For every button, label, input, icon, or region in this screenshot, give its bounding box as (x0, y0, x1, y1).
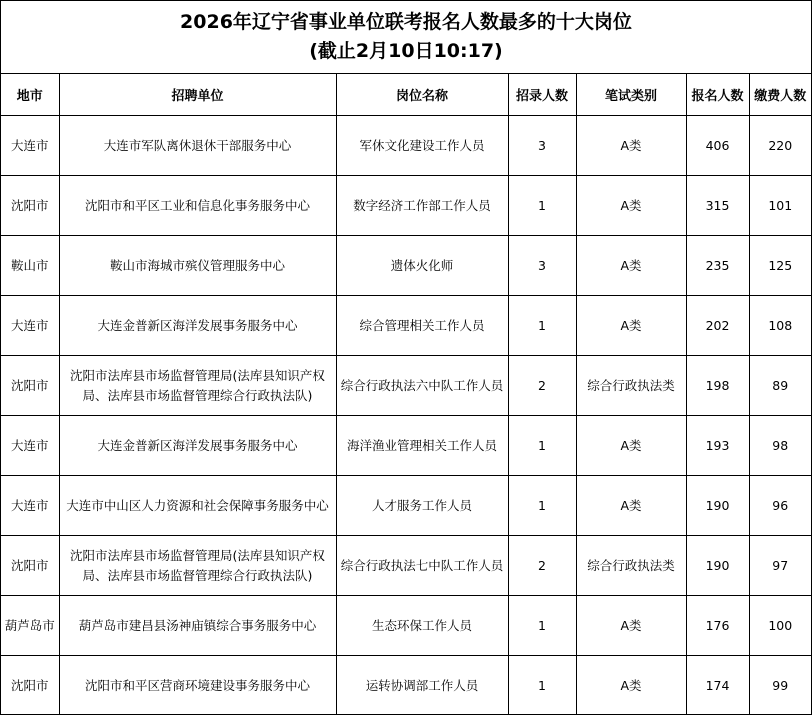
header-row (1, 74, 811, 116)
table-row (1, 296, 811, 356)
quota-cell: 1 (508, 176, 576, 236)
paid-cell: 220 (749, 116, 811, 176)
city-cell: 大连市 (1, 416, 59, 476)
exam-type-cell: A类 (576, 236, 686, 296)
employer-cell: 大连市中山区人力资源和社会保障事务服务中心 (59, 476, 336, 536)
exam-type-cell: 综合行政执法类 (576, 356, 686, 416)
quota-cell: 1 (508, 596, 576, 656)
table-row (1, 416, 811, 476)
applicants-cell: 198 (686, 356, 749, 416)
paid-cell: 89 (749, 356, 811, 416)
quota-cell: 3 (508, 116, 576, 176)
header-quota: 招录人数 (508, 74, 576, 116)
employer-cell: 鞍山市海城市殡仪管理服务中心 (59, 236, 336, 296)
header-employer: 招聘单位 (59, 74, 336, 116)
applicants-cell: 176 (686, 596, 749, 656)
city-cell: 葫芦岛市 (1, 596, 59, 656)
exam-type-cell: A类 (576, 176, 686, 236)
applicants-cell: 193 (686, 416, 749, 476)
employer-cell: 葫芦岛市建昌县汤神庙镇综合事务服务中心 (59, 596, 336, 656)
header-applicants: 报名人数 (686, 74, 749, 116)
exam-type-cell: A类 (576, 476, 686, 536)
paid-cell: 125 (749, 236, 811, 296)
paid-cell: 97 (749, 536, 811, 596)
employer-cell: 大连金普新区海洋发展事务服务中心 (59, 296, 336, 356)
table-row (1, 596, 811, 656)
paid-cell: 108 (749, 296, 811, 356)
employer-cell: 沈阳市和平区工业和信息化事务服务中心 (59, 176, 336, 236)
city-cell: 大连市 (1, 296, 59, 356)
city-cell: 大连市 (1, 476, 59, 536)
title-date: (截止2月10日10:17) (309, 40, 503, 62)
quota-cell: 1 (508, 476, 576, 536)
position-cell: 军休文化建设工作人员 (336, 116, 508, 176)
applicants-cell: 190 (686, 536, 749, 596)
employer-cell: 沈阳市和平区营商环境建设事务服务中心 (59, 656, 336, 715)
table-body (1, 116, 811, 715)
city-cell: 大连市 (1, 116, 59, 176)
quota-cell: 1 (508, 296, 576, 356)
employer-cell: 大连市军队离休退休干部服务中心 (59, 116, 336, 176)
quota-cell: 3 (508, 236, 576, 296)
table-row (1, 536, 811, 596)
header-position: 岗位名称 (336, 74, 508, 116)
position-cell: 人才服务工作人员 (336, 476, 508, 536)
applicants-cell: 190 (686, 476, 749, 536)
exam-type-cell: A类 (576, 116, 686, 176)
table-row (1, 236, 811, 296)
paid-cell: 96 (749, 476, 811, 536)
table-row (1, 656, 811, 715)
position-cell: 综合管理相关工作人员 (336, 296, 508, 356)
position-cell: 综合行政执法七中队工作人员 (336, 536, 508, 596)
position-cell: 遗体火化师 (336, 236, 508, 296)
table-row (1, 356, 811, 416)
quota-cell: 2 (508, 536, 576, 596)
quota-cell: 1 (508, 416, 576, 476)
table-row (1, 176, 811, 236)
paid-cell: 99 (772, 677, 789, 693)
position-cell: 综合行政执法六中队工作人员 (336, 356, 508, 416)
exam-type-cell: 综合行政执法类 (576, 536, 686, 596)
employer-cell: 沈阳市法库县市场监督管理局(法库县知识产权局、法库县市场监督管理综合行政执法队) (59, 536, 336, 596)
employer-cell: 大连金普新区海洋发展事务服务中心 (59, 416, 336, 476)
paid-cell: 100 (749, 596, 811, 656)
quota-cell: 2 (508, 356, 576, 416)
paid-cell: 98 (749, 416, 811, 476)
applicants-cell: 406 (686, 116, 749, 176)
position-cell: 海洋渔业管理相关工作人员 (336, 416, 508, 476)
table-row (1, 116, 811, 176)
city-cell: 沈阳市 (1, 356, 59, 416)
exam-type-cell: A类 (576, 296, 686, 356)
title-main: 2026年辽宁省事业单位联考报名人数最多的十大岗位 (180, 11, 632, 33)
header-exam-type: 笔试类别 (576, 74, 686, 116)
paid-cell: 101 (749, 176, 811, 236)
employer-cell: 沈阳市法库县市场监督管理局(法库县知识产权局、法库县市场监督管理综合行政执法队) (59, 356, 336, 416)
exam-type-cell: A类 (576, 656, 686, 715)
applicants-cell: 235 (686, 236, 749, 296)
table-title (1, 1, 811, 74)
exam-type-cell: A类 (576, 416, 686, 476)
header-city: 地市 (1, 74, 59, 116)
city-cell: 沈阳市 (1, 656, 59, 715)
table-row (1, 476, 811, 536)
applicants-cell: 315 (686, 176, 749, 236)
applicants-cell: 174 (686, 656, 749, 715)
position-cell: 数字经济工作部工作人员 (336, 176, 508, 236)
city-cell: 鞍山市 (1, 236, 59, 296)
applicants-cell: 202 (686, 296, 749, 356)
positions-table (1, 74, 811, 715)
position-cell: 生态环保工作人员 (336, 596, 508, 656)
city-cell: 沈阳市 (1, 176, 59, 236)
city-cell: 沈阳市 (1, 536, 59, 596)
exam-type-cell: A类 (576, 596, 686, 656)
position-cell: 运转协调部工作人员 (336, 656, 508, 715)
quota-cell: 1 (508, 656, 576, 715)
header-paid: 缴费人数 (749, 74, 811, 116)
